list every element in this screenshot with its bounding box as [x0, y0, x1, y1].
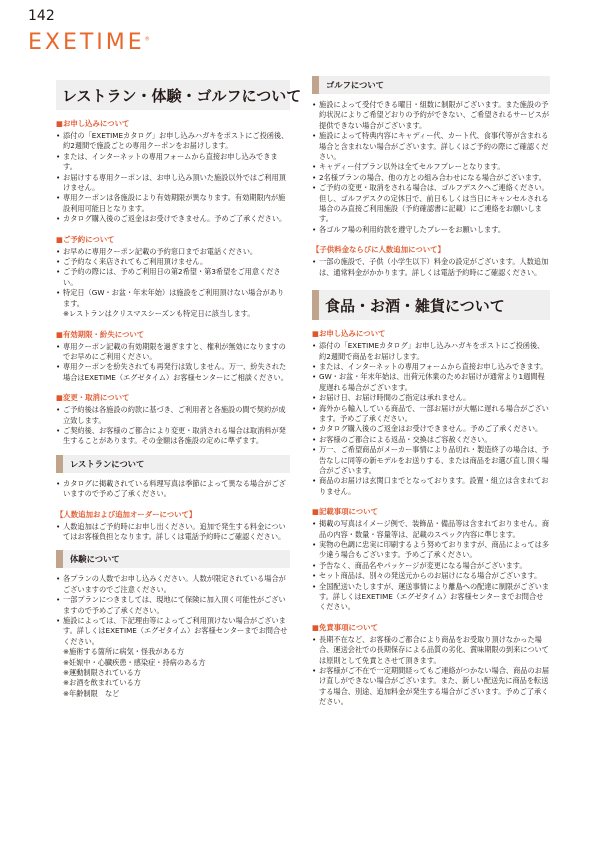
subsection-heading: ■お申し込みについて [56, 119, 130, 128]
subsection-heading: ■お申し込みについて [312, 329, 386, 339]
list-item: • 掲載の写真はイメージ例で、装飾品・備品等は含まれておりません。商品の内容・数量・容量等は、記載のスペック内容に準じます。 [312, 519, 550, 540]
bullet-list [56, 479, 290, 500]
list-item: • 各プランの人数でお申し込みください。人数が限定されている場合がございますのでご注意ください。 [56, 574, 290, 595]
section-header-food-drink-goods [312, 290, 550, 320]
list-item: • 各ゴルフ場の利用約款を遵守したプレーをお願いします。 [312, 225, 550, 235]
list-item: • 2名様プランの場合、他の方との組み合わせになる場合がございます。 [312, 173, 550, 183]
header-accent-band [312, 76, 319, 94]
list-item: • 施設によって特典内容にキャディー代、カート代、食事代等が含まれる場合と含まれない場合がございます。詳しくはご予約の際にご確認ください。 [312, 131, 550, 162]
section-title: ゴルフについて [326, 80, 384, 90]
list-item: • カタログ購入後のご返金はお受けできません。予めご了承ください。 [312, 424, 550, 434]
list-item: • 長期不在など、お客様のご都合により商品をお受取り頂けなかった場合、運送会社での長期保存による品質の劣化、賞味期限の到来については原則として免責とさせて頂きます。 [312, 635, 550, 666]
list-item: • 予告なく、商品名やパッケージが変更になる場合がございます。 [312, 561, 550, 571]
subsection-heading: ■変更・取消について [56, 393, 130, 403]
list-item: • または、インターネットの専用フォームから直接お申し込みできます。 [56, 152, 290, 173]
section-header-restaurant [56, 455, 290, 473]
list-item: • お客様がご不在で一定期間経ってもご連絡がつかない場合、商品のお届け直しができない場合がございます。また、新しい配送先に商品を転送する場合、別途、追加料金が発生する場合がございます。予めご了承ください。 [312, 666, 550, 708]
list-item: • 実物の色調に忠実に印刷するよう努めておりますが、商品によっては多少違う場合もございます。予めご了承ください。 [312, 540, 550, 561]
list-item: • 海外から輸入している商品で、一部お届けが大幅に遅れる場合がございます。予めご了承ください。 [312, 404, 550, 425]
header-accent-band [312, 290, 319, 320]
brand-name: EXETIME [28, 30, 145, 55]
section-title: 体験について [70, 554, 120, 565]
section-title: 食品・お酒・雑貨について [325, 296, 505, 315]
list-item: • 施設によって受付できる曜日・組数に制限がございます。また施設の予約状況によりご希望どおりの予約ができない、ご希望されるサービスが提供できない場合がございます。 [312, 100, 550, 131]
list-item: • ご予約の際には、予めご利用日の第2希望・第3希望をご用意ください。 [56, 267, 290, 288]
bullet-list [56, 522, 290, 543]
list-item: • お客様のご都合による返品・交換はご容赦ください。 [312, 435, 550, 445]
subsection-heading: ■免責事項について [312, 622, 378, 632]
section-title: レストラン・体験・ゴルフについて [62, 86, 302, 105]
section-title: レストランについて [70, 458, 145, 469]
note-text: ※お酒を飲まれている方 [63, 678, 141, 688]
note-text: ※妊娠中・心臓疾患・感染症・持病のある方 [63, 657, 206, 667]
list-item: • セット商品は、別々の発送元からのお届けになる場合がございます。 [312, 571, 550, 581]
header-accent-band [56, 550, 63, 568]
list-item: • 商品のお届けは玄関口までとなっております。設置・組立は含まれておりません。 [312, 476, 550, 497]
section-header-golf [312, 76, 550, 94]
bullet-list [56, 342, 290, 384]
bullet-list [312, 635, 550, 708]
bullet-list [56, 131, 290, 225]
subsection-heading: ■記載事項について [312, 507, 378, 517]
list-item: • 専用クーポンを紛失されても再発行は致しません。万一、紛失された場合はEXETIME（エグゼタイム）お客様センターにご相談ください。 [56, 362, 290, 383]
bullet-list [312, 519, 550, 613]
list-item: • 添付の「EXETIMEカタログ」お申し込みハガキをポストにご投函後、約2週間で商品をお届けします。 [312, 341, 550, 362]
list-item: • 人数追加はご予約時にお申し出ください。追加で発生する料金についてはお客様負担となります。詳しくは電話予約時にご確認ください。 [56, 522, 290, 543]
bullet-list [312, 341, 550, 497]
section-header-restaurant-experience-golf [56, 80, 302, 110]
subsection-heading: ■ご予約について [56, 234, 115, 244]
list-item: • 全国配送いたしますが、運送事情により離島への配達に制限がございます。詳しくはEXETIME（エグゼタイム）お客様センターまでお問合せください。 [312, 582, 550, 613]
bullet-list [56, 247, 290, 309]
note-text: ※施術する箇所に病気・怪我がある方 [63, 647, 185, 657]
list-item: • 一部プランにつきましては、現地にて保険に加入頂く可能性がございますので予めご了承ください。 [56, 595, 290, 616]
note-text: ※年齢制限 など [63, 688, 120, 698]
header-accent-band [56, 455, 63, 473]
bullet-list [312, 100, 550, 235]
subsection-heading: ■有効期限・紛失について [56, 329, 145, 339]
bullet-list [312, 257, 550, 278]
list-item: • カタログに掲載されている料理写真は季節によって異なる場合がございますので予めご了承ください。 [56, 479, 290, 500]
subsection-heading: 【子供料金ならびに人数追加について】 [312, 245, 445, 255]
list-item: • お届けする専用クーポンは、お申し込み頂いた施設以外ではご利用頂けません。 [56, 173, 290, 194]
list-item: • 専用クーポン記載の有効期限を過ぎますと、権利が無効になりますのでお早めにご利用ください。 [56, 342, 290, 363]
list-item: • ご契約後、お客様のご都合により変更・取消される場合は取消料が発生することがあります。その金額は各施設の定めに準ずます。 [56, 426, 290, 447]
section-header-experience [56, 550, 290, 568]
list-item: • ご予約なく来店されてもご利用頂けません。 [56, 257, 290, 267]
list-item: • 添付の「EXETIMEカタログ」お申し込みハガキをポストにご投函後、約2週間で施設ごとの専用クーポンをお届けします。 [56, 131, 290, 152]
list-item: • 一部の施設で、子供（小学生以下）料金の設定がございます。人数追加は、通常料金がかかります。詳しくは電話予約時にご確認ください。 [312, 257, 550, 278]
registered-mark: ® [144, 36, 150, 43]
list-item: • 専用クーポンは各施設により有効期限が異なります。有効期限内が施設利用可能日となります。 [56, 193, 290, 214]
list-item: • または、インターネットの専用フォームから直接お申し込みできます。 [312, 362, 550, 372]
list-item: • 万一、ご希望商品がメーカー事情により品切れ・製造終了の場合は、予告なしに同等の新モデルをお送りする、または商品をお選び直し頂く場合がございます。 [312, 445, 550, 476]
subsection-heading: 【人数追加および追加オーダーについて】 [56, 509, 197, 519]
list-item: • お届け日、お届け時間のご指定は承れません。 [312, 393, 550, 403]
left-column [56, 80, 302, 699]
list-item: • 特定日（GW・お盆・年末年始）は施設をご利用頂けない場合があります。 [56, 288, 290, 309]
list-item: • ご予約の変更・取消をされる場合は、ゴルフデスクへご連絡ください。但し、ゴルフデスクの定休日で、前日もしくは当日にキャンセルされる場合のみ直接ご利用施設（予約確認書に記載）にご連絡をお願いします。 [312, 183, 550, 225]
list-item: • キャディー付プラン以外は全てセルフプレーとなります。 [312, 162, 550, 172]
bullet-list [56, 405, 290, 447]
list-item: • 施設によっては、下記理由等によってご利用頂けない場合がございます。詳しくはEXETIME（エグゼタイム）お客様センターまでお問合せください。 [56, 616, 290, 647]
list-item: • GW・お盆・年末年始は、出荷元休業のためお届けが通常より1週間程度遅れる場合がございます。 [312, 372, 550, 393]
note-text: ※運動制限されている方 [63, 668, 141, 678]
brand-logo [28, 30, 150, 55]
list-item: • カタログ購入後のご返金はお受けできません。予めご了承ください。 [56, 214, 290, 224]
right-column [312, 76, 550, 708]
bullet-list [56, 574, 290, 647]
list-item: • お早めに専用クーポン記載の予約窓口までお電話ください。 [56, 247, 290, 257]
page-number: 142 [28, 8, 55, 24]
note-text: ※レストランはクリスマスシーズンも特定日に該当します。 [63, 309, 255, 319]
list-item: • ご予約後は各施設の約款に基づき、ご利用者と各施設の間で契約が成立致します。 [56, 405, 290, 426]
